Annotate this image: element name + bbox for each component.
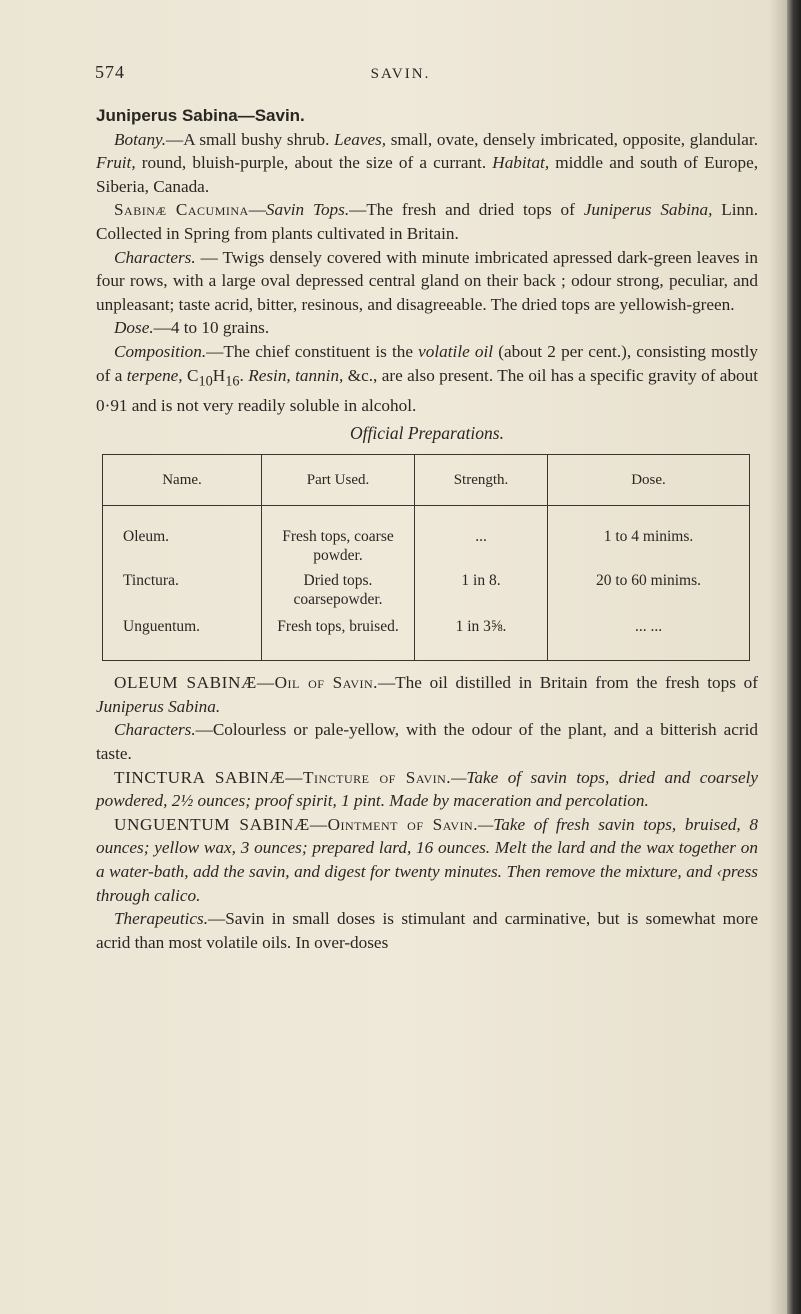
- table-row: [103, 506, 750, 521]
- row-name: Unguentum.: [123, 618, 201, 636]
- dose-text: —4 to 10 grains.: [153, 318, 270, 338]
- table-row: [103, 616, 750, 661]
- tinctura-paragraph: [96, 766, 758, 813]
- therapeutics-label: Therapeutics.: [114, 909, 209, 929]
- running-title: SAVIN.: [370, 66, 431, 82]
- composition-text-3: .: [239, 365, 249, 385]
- cacumina-species: Juniperus Sabina,: [583, 200, 713, 220]
- cacumina-paragraph: [96, 198, 758, 245]
- header-part-used: Part Used.: [262, 455, 415, 506]
- header-dose: Dose.: [548, 455, 750, 506]
- therapeutics-text: —Savin in small doses is stimulant and carminative, but is somewhat more acrid than most volatile oils. In over-doses: [96, 909, 758, 952]
- table-row: [103, 570, 750, 616]
- row-part: Fresh tops, coarse powder.: [282, 528, 394, 565]
- leaves-label: Leaves,: [334, 129, 387, 149]
- page-edge-shadow: [787, 0, 801, 1314]
- entry-title-line: [96, 104, 758, 128]
- fruit-label: Fruit,: [96, 153, 136, 173]
- unguentum-sub: —Ointment of Savin.: [309, 814, 478, 834]
- therapeutics-paragraph: [96, 907, 758, 954]
- oleum-species: Juniperus Sabina.: [96, 696, 221, 716]
- table-row: [103, 520, 750, 570]
- tinctura-sub: —Tincture of Savin.: [285, 767, 452, 787]
- characters-text: — Twigs densely covered with minute imbricated apressed dark-green leaves in four rows, with a large oval depressed central gland on their back ; odour strong, peculiar, and unpleasant; taste acrid, bitter, resinous, and disagreeable. The dried tops are yellowish-green.: [96, 247, 758, 314]
- formula-c-sub: 10: [198, 372, 213, 389]
- header-name: Name.: [103, 455, 262, 506]
- cacumina-text-1: —The fresh and dried tops of: [349, 200, 584, 220]
- composition-text-2: (about 2 per cent.), consisting mostly of a: [96, 341, 758, 385]
- row-name: Tinctura.: [123, 572, 179, 590]
- volatile-oil-term: volatile oil: [418, 341, 494, 361]
- formula-h: H: [212, 365, 226, 385]
- composition-text-1: —The chief constituent is the: [206, 341, 419, 361]
- oleum-paragraph: [96, 671, 758, 718]
- preparations-table: [102, 454, 750, 661]
- unguentum-paragraph: [96, 813, 758, 907]
- fruit-text: round, bluish-purple, about the size of a currant.: [135, 153, 493, 173]
- oleum-text: —The oil distilled in Britain from the fresh tops of: [377, 673, 758, 693]
- header-strength: Strength.: [415, 455, 548, 506]
- entry-title-rest: —Savin.: [237, 106, 305, 125]
- cacumina-name: Sabinæ Cacumina: [114, 200, 249, 220]
- oleum-name: OLEUM SABINÆ: [114, 673, 257, 693]
- leaves-text: small, ovate, densely imbricated, opposite, glandular.: [386, 129, 758, 149]
- row-dose: ... ...: [634, 618, 663, 636]
- row-part: Fresh tops, bruised.: [277, 618, 399, 636]
- row-strength: 1 in 3⅝.: [455, 618, 507, 636]
- composition-text-4: &c., are also present. The oil has a specific gravity of about 0·91 and is not very readily soluble in alcohol.: [96, 365, 758, 415]
- habitat-label: Habitat,: [492, 153, 550, 173]
- formula-c: C: [182, 365, 199, 385]
- page-number: 574: [95, 62, 125, 82]
- unguentum-text: —Take of fresh savin tops, bruised, 8 ounces; yellow wax, 3 ounces; prepared lard, 16 ounces. Melt the lard and the wax together on a water-bath, add the savin, and digest for twenty minutes. Then remove the mixture, and ‹press through calico.: [96, 814, 758, 905]
- row-strength: ...: [475, 528, 487, 546]
- cacumina-text-2: Linn. Collected in Spring from plants cultivated in Britain.: [96, 200, 759, 243]
- entry-title: Juniperus Sabina: [96, 106, 238, 125]
- table-caption: Official Preparations.: [350, 423, 504, 444]
- characters-label: Characters.: [114, 247, 196, 267]
- page-header: [0, 62, 801, 86]
- row-part: Dried tops. coarsepowder.: [293, 572, 383, 609]
- resin-tannin-term: Resin, tannin,: [248, 365, 344, 385]
- table-header-row: [103, 455, 750, 506]
- formula-h-sub: 16: [225, 372, 240, 389]
- oleum-characters-paragraph: [96, 718, 758, 765]
- botany-paragraph: [96, 128, 758, 199]
- tinctura-name: TINCTURA SABINÆ: [114, 767, 286, 787]
- tinctura-text: —Take of savin tops, dried and coarsely powdered, 2½ ounces; proof spirit, 1 pint. Made by maceration and percolation.: [96, 767, 759, 811]
- unguentum-name: UNGUENTUM SABINÆ: [114, 814, 310, 834]
- row-dose: 20 to 60 minims.: [595, 572, 702, 590]
- page-content: [96, 104, 758, 954]
- dose-label: Dose.: [114, 318, 154, 338]
- cacumina-dash: —: [248, 200, 266, 220]
- row-strength: 1 in 8.: [461, 572, 501, 590]
- characters-paragraph: [96, 246, 758, 317]
- dose-paragraph: [96, 316, 758, 340]
- botany-text: —A small bushy shrub.: [166, 129, 335, 149]
- oleum-sub: —Oil of Savin.: [256, 673, 378, 693]
- terpene-term: terpene,: [126, 365, 183, 385]
- row-name: Oleum.: [123, 528, 170, 546]
- composition-label: Composition.: [114, 341, 207, 361]
- cacumina-alias: Savin Tops.: [265, 200, 350, 220]
- row-dose: 1 to 4 minims.: [603, 528, 694, 546]
- composition-paragraph: [96, 340, 758, 417]
- oleum-characters-label: Characters.: [114, 720, 196, 740]
- botany-label: Botany.: [114, 129, 167, 149]
- habitat-text: middle and south of Europe, Siberia, Canada.: [96, 153, 758, 196]
- oleum-characters-text: —Colourless or pale-yellow, with the odour of the plant, and a bitterish acrid taste.: [96, 720, 758, 763]
